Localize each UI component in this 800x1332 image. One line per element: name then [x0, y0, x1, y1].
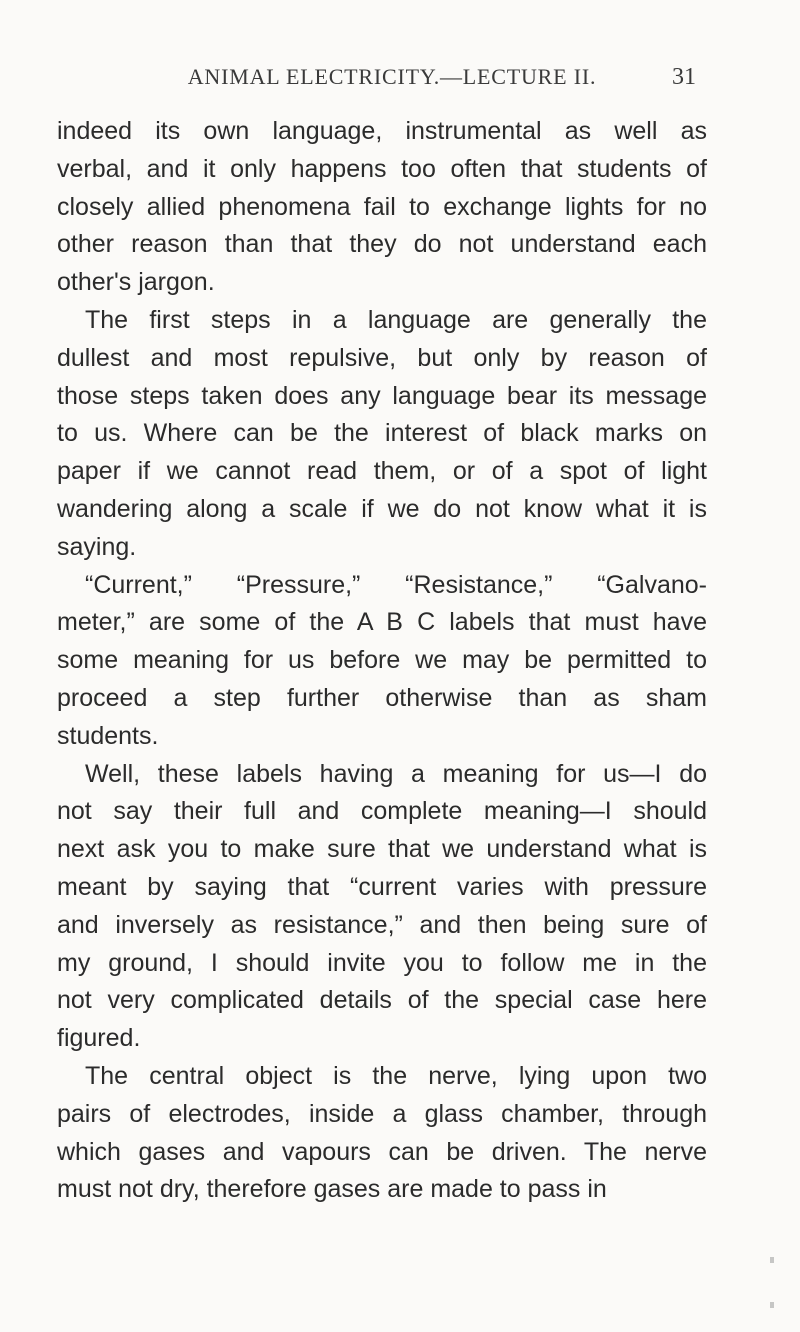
text-line: my ground, I should invite you to follow me in the	[57, 948, 707, 977]
text-line: other's jargon.	[57, 268, 215, 297]
text-line: “Current,” “Pressure,” “Resistance,” “Galvano-	[85, 570, 707, 599]
text-line: meter,” are some of the A B C labels that must have	[57, 608, 707, 637]
text-line: wandering along a scale if we do not know what it is	[57, 494, 707, 523]
page-number: 31	[672, 64, 696, 90]
text-line: The first steps in a language are generally the	[85, 305, 707, 334]
text-line: students.	[57, 721, 159, 750]
text-line: next ask you to make sure that we understand what is	[57, 835, 707, 864]
text-line: must not dry, therefore gases are made to pass in	[57, 1175, 607, 1204]
text-line: those steps taken does any language bear its message	[57, 381, 707, 410]
text-line: saying.	[57, 532, 137, 561]
text-line: closely allied phenomena fail to exchange lights for no	[57, 192, 707, 221]
paragraph-3	[57, 567, 707, 756]
text-line: and inversely as resistance,” and then being sure of	[57, 910, 707, 939]
text-line: paper if we cannot read them, or of a spot of light	[57, 457, 707, 486]
text-line: not say their full and complete meaning—I should	[57, 797, 707, 826]
text-line: not very complicated details of the special case here	[57, 986, 707, 1015]
text-line: meant by saying that “current varies with pressure	[57, 872, 707, 901]
running-title: ANIMAL ELECTRICITY.—LECTURE II.	[187, 64, 597, 89]
text-line: dullest and most repulsive, but only by reason of	[57, 343, 707, 372]
running-head	[0, 64, 800, 104]
text-line: other reason than that they do not understand each	[57, 230, 707, 259]
text-line: some meaning for us before we may be permitted to	[57, 646, 707, 675]
scan-speck	[770, 1302, 774, 1308]
scan-speck	[770, 1257, 774, 1263]
text-line: which gases and vapours can be driven. The nerve	[57, 1137, 707, 1166]
text-line: The central object is the nerve, lying upon two	[85, 1061, 707, 1090]
text-line: verbal, and it only happens too often that students of	[57, 154, 707, 183]
body-text	[57, 113, 707, 1209]
paragraph-1	[57, 113, 707, 302]
paragraph-2	[57, 302, 707, 567]
paragraph-5	[57, 1058, 707, 1209]
text-line: Well, these labels having a meaning for us—I do	[85, 759, 707, 788]
text-line: proceed a step further otherwise than as sham	[57, 683, 707, 712]
text-line: pairs of electrodes, inside a glass chamber, through	[57, 1099, 707, 1128]
paragraph-4	[57, 756, 707, 1058]
text-line: indeed its own language, instrumental as well as	[57, 117, 707, 145]
text-line: figured.	[57, 1024, 141, 1053]
text-line: to us. Where can be the interest of black marks on	[57, 419, 707, 448]
